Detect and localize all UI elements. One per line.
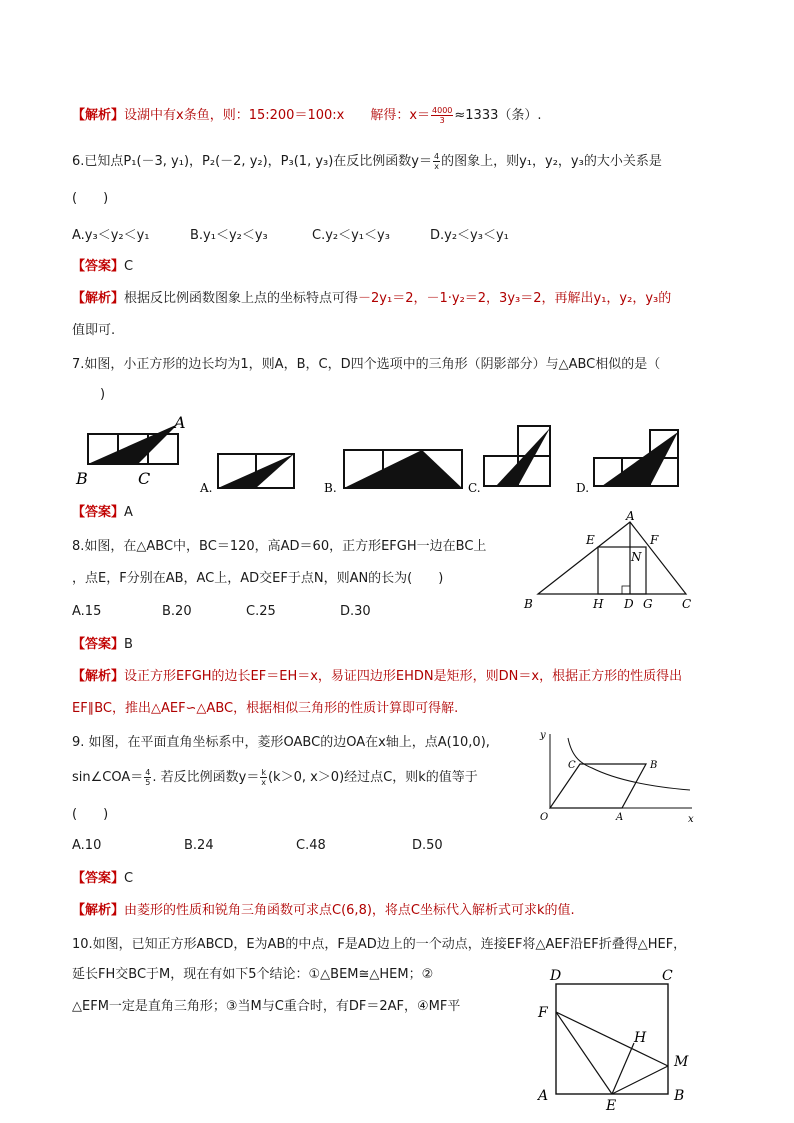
q6-option-d: D.y₂＜y₃＜y₁	[430, 228, 509, 243]
q8-label-d: D	[624, 597, 634, 611]
q9-stem-2c: (k＞0, x＞0)经过点C，则k的值等于	[267, 770, 478, 785]
q8-label-h: H	[593, 597, 604, 611]
q7-option-b-label: B.	[324, 481, 337, 495]
q10-label-e: E	[606, 1098, 617, 1112]
q7-option-a-figure	[199, 454, 294, 495]
q7-paren-close: )	[100, 387, 106, 402]
q6-stem-b: 的图象上，则y₁，y₂，y₃的大小关系是	[441, 154, 662, 169]
q10-label-d: D	[550, 968, 562, 984]
q7-option-c-label: C.	[468, 481, 481, 495]
q9-sin-den: 5	[145, 778, 151, 787]
q6-stem-a: 6.已知点P₁(－3, y₁)，P₂(－2, y₂)，P₃(1, y₃)在反比例函数y＝	[72, 154, 433, 169]
q7-option-c-figure	[468, 426, 550, 495]
q6-stem	[72, 152, 662, 171]
q9-k-num: k	[261, 768, 266, 777]
q10-label-b: B	[674, 1088, 685, 1104]
q9-option-d: D.50	[412, 838, 443, 853]
q6-analysis-a: 根据反比例函数图象上点的坐标特点可得	[124, 291, 359, 306]
answer-tag: 【答案】	[72, 259, 125, 274]
q9-label-c: C	[568, 760, 576, 771]
q7-label-c: C	[138, 469, 151, 488]
q6-option-b: B.y₁＜y₂＜y₃	[190, 228, 268, 243]
q10-label-a: A	[538, 1088, 549, 1104]
q8-answer-value: B	[124, 637, 133, 652]
q9-stem-2a: sin∠COA＝	[72, 770, 144, 785]
q7-stem: 7.如图，小正方形的边长均为1，则A，B，C，D四个选项中的三角形（阴影部分）与△ABC相似的是（	[72, 357, 661, 372]
q5-fraction	[431, 106, 453, 125]
q6-fraction	[433, 152, 440, 171]
q9-option-a: A.10	[72, 838, 102, 853]
q7-answer	[72, 504, 133, 522]
q10-stem-3: △EFM一定是直角三角形；③当M与C重合时，有DF＝2AF，④MF平	[72, 999, 461, 1014]
answer-tag: 【答案】	[72, 505, 125, 520]
q9-stem-2b: . 若反比例函数y＝	[152, 770, 260, 785]
q9-label-a: A	[616, 812, 624, 823]
q9-option-b: B.24	[184, 838, 214, 853]
q5-fraction-den: 3	[439, 116, 445, 125]
answer-tag: 【答案】	[72, 871, 125, 886]
q9-analysis	[72, 902, 575, 920]
q8-figure	[518, 508, 704, 614]
q10-label-f: F	[538, 1005, 548, 1021]
q7-label-b: B	[76, 469, 88, 488]
q8-option-c: C.25	[246, 604, 276, 619]
q7-label-a: A	[174, 413, 186, 432]
q8-option-a: A.15	[72, 604, 102, 619]
q6-answer	[72, 258, 133, 276]
q6-paren: ( )	[72, 191, 109, 206]
q7-figures	[72, 412, 692, 498]
q9-answer	[72, 870, 133, 888]
q10-label-c: C	[662, 968, 673, 984]
q9-answer-value: C	[124, 871, 134, 886]
q7-option-d-figure	[576, 430, 678, 495]
q9-stem-2	[72, 768, 478, 787]
q9-paren: ( )	[72, 807, 109, 822]
q8-stem-2: ，点E，F分别在AB，AC上，AD交EF于点N，则AN的长为( )	[72, 571, 444, 586]
q6-option-c: C.y₂＜y₁＜y₃	[312, 228, 390, 243]
q5-analysis	[72, 106, 542, 125]
q9-stem-1: 9. 如图，在平面直角坐标系中，菱形OABC的边OA在x轴上，点A(10,0),	[72, 735, 490, 750]
q7-answer-value: A	[124, 505, 133, 520]
q9-analysis-red: 由菱形的性质和锐角三角函数可求点C(6,8)，将点C坐标代入解析式可求k的值.	[124, 903, 575, 918]
q9-sin-fraction	[144, 768, 151, 787]
q8-label-b: B	[524, 597, 533, 611]
q9-option-c: C.48	[296, 838, 326, 853]
q8-option-b: B.20	[162, 604, 192, 619]
q8-label-g: G	[643, 597, 653, 611]
q8-analysis-red-1: 设正方形EFGH的边长EF＝EH＝x，易证四边形EHDN是矩形，则DN＝x，根据正方形的性质得出	[124, 669, 683, 684]
q8-label-a: A	[626, 509, 635, 523]
q8-stem-1: 8.如图，在△ABC中，BC＝120，高AD＝60，正方形EFGH一边在BC上	[72, 539, 487, 554]
q7-option-a-label: A.	[200, 481, 213, 495]
q10-figure	[530, 962, 704, 1112]
q8-label-n: N	[631, 550, 642, 564]
q5-fraction-num: 4000	[432, 106, 453, 115]
q9-label-y: y	[540, 730, 546, 741]
q7-option-b-figure	[324, 450, 462, 495]
q8-answer	[72, 636, 133, 654]
q9-figure	[532, 726, 704, 824]
q6-analysis-red: －2y₁＝2，－1·y₂＝2，3y₃＝2，再解出y₁，y₂，y₃的	[358, 291, 672, 306]
q6-analysis	[72, 290, 671, 308]
q10-label-h: H	[634, 1030, 647, 1046]
q6-analysis-b: 值即可.	[72, 323, 116, 338]
q6-fraction-num: 4	[434, 152, 440, 161]
q9-label-x: x	[688, 814, 694, 824]
q8-option-d: D.30	[340, 604, 371, 619]
q9-k-fraction	[260, 768, 267, 787]
analysis-tag: 【解析】	[72, 291, 125, 306]
q7-reference-figure	[75, 413, 186, 488]
q10-stem-2: 延长FH交BC于M，现在有如下5个结论：①△BEM≅△HEM；②	[72, 967, 434, 982]
q9-label-b: B	[650, 760, 658, 771]
q10-stem-1: 10.如图，已知正方形ABCD，E为AB的中点，F是AD边上的一个动点，连接EF将△AEF沿EF折叠得△HEF，	[72, 937, 687, 952]
analysis-tag: 【解析】	[72, 108, 125, 123]
q7-option-d-label: D.	[576, 481, 590, 495]
q9-label-o: O	[540, 812, 549, 823]
q8-label-e: E	[586, 533, 595, 547]
q6-option-a: A.y₃＜y₂＜y₁	[72, 228, 150, 243]
q9-k-den: x	[261, 778, 267, 787]
q6-fraction-den: x	[434, 162, 439, 171]
analysis-tag: 【解析】	[72, 903, 125, 918]
q8-analysis-red-2: EF∥BC，推出△AEF∽△ABC，根据相似三角形的性质计算即可得解.	[72, 701, 459, 716]
q8-label-f: F	[650, 533, 659, 547]
q9-sin-num: 4	[145, 768, 151, 777]
analysis-tag: 【解析】	[72, 669, 125, 684]
q5-analysis-text: 设湖中有x条鱼，则：15:200＝100:x 解得：x＝	[124, 108, 431, 123]
q8-analysis-1	[72, 668, 682, 686]
q10-label-m: M	[674, 1054, 689, 1070]
answer-tag: 【答案】	[72, 637, 125, 652]
q8-label-c: C	[682, 597, 692, 611]
q6-answer-value: C	[124, 259, 134, 274]
q5-result: ≈1333（条）.	[454, 108, 542, 123]
